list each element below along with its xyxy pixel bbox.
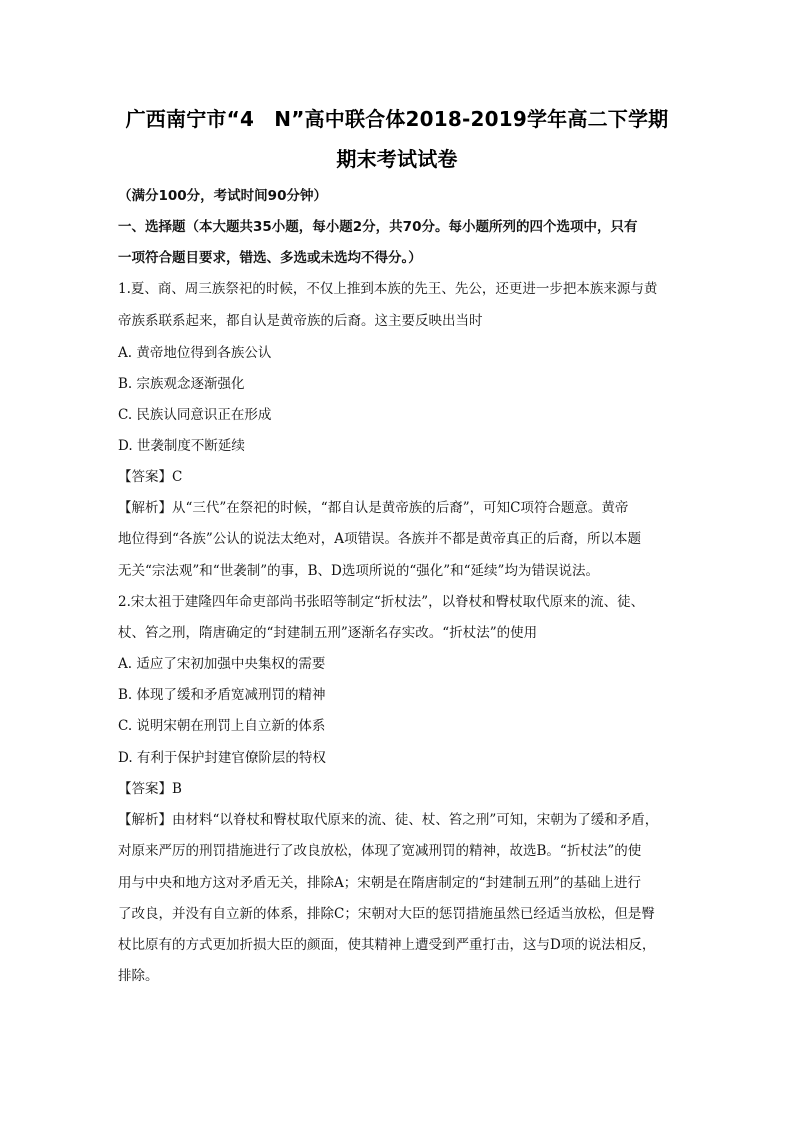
question-2-analysis-line-4: 了改良，并没有自立新的体系，排除C；宋朝对大臣的惩罚措施虽然已经适当放松，但是臀 — [118, 906, 655, 922]
question-1-option-b: B. 宗族观念逐渐强化 — [118, 376, 245, 392]
document-title-line-2: 期末考试试卷 — [336, 147, 458, 171]
document-title-line-1: 广西南宁市“4 N”高中联合体2018-2019学年高二下学期 — [125, 107, 669, 131]
question-2-analysis-line-3: 用与中央和地方这对矛盾无关，排除A；宋朝是在隋唐制定的“封建制五刑”的基础上进行 — [118, 875, 642, 891]
question-2-stem-line-2: 杖、笞之刑，隋唐确定的“封建制五刑”逐渐名存实改。“折杖法”的使用 — [118, 625, 538, 641]
question-2-analysis-line-1: 【解析】由材料“以脊杖和臀杖取代原来的流、徒、杖、笞之刑”可知，宋朝为了缓和矛盾， — [118, 812, 659, 828]
question-1-stem-line-2: 帝族系联系起来，都自认是黄帝族的后裔。这主要反映出当时 — [118, 313, 483, 329]
question-2-option-b: B. 体现了缓和矛盾宽减刑罚的精神 — [118, 687, 326, 703]
question-1-option-a: A. 黄帝地位得到各族公认 — [118, 345, 272, 361]
question-2-option-a: A. 适应了宋初加强中央集权的需要 — [118, 656, 326, 672]
question-2-stem-line-1: 2.宋太祖于建隆四年命吏部尚书张昭等制定“折杖法”，以脊杖和臀杖取代原来的流、徒、 — [118, 594, 645, 610]
question-1-answer: 【答案】C — [118, 469, 183, 485]
question-1-stem-line-1: 1.夏、商、周三族祭祀的时候，不仅上推到本族的先王、先公，还更进一步把本族来源与黄 — [118, 281, 658, 297]
exam-info: （满分100分，考试时间90分钟） — [118, 188, 327, 204]
question-1-option-d: D. 世袭制度不断延续 — [118, 438, 245, 454]
question-1-analysis-line-3: 无关“宗法观”和“世袭制”的事，B、D选项所说的“强化”和“延续”均为错误说法。 — [118, 563, 599, 579]
question-2-analysis-line-6: 排除。 — [118, 968, 159, 984]
section-instructions-line-1: 一、选择题（本大题共35小题，每小题2分，共70分。每小题所列的四个选项中，只有 — [118, 219, 638, 235]
question-1-option-c: C. 民族认同意识正在形成 — [118, 407, 272, 423]
question-2-analysis-line-5: 杖比原有的方式更加折损大臣的颜面，使其精神上遭受到严重打击，这与D项的说法相反， — [118, 937, 656, 953]
question-2-option-c: C. 说明宋朝在刑罚上自立新的体系 — [118, 718, 326, 734]
question-1-analysis-line-2: 地位得到“各族”公认的说法太绝对，A项错误。各族并不都是黄帝真正的后裔，所以本题 — [118, 531, 642, 547]
question-2-answer: 【答案】B — [118, 781, 182, 797]
section-instructions-line-2: 一项符合题目要求，错选、多选或未选均不得分。） — [118, 250, 422, 266]
question-1-analysis-line-1: 【解析】从“三代”在祭祀的时候，“都自认是黄帝族的后裔”，可知C项符合题意。黄帝 — [118, 500, 629, 516]
question-2-option-d: D. 有利于保护封建官僚阶层的特权 — [118, 750, 326, 766]
question-2-analysis-line-2: 对原来严厉的刑罚措施进行了改良放松，体现了宽减刑罚的精神，故选B。“折杖法”的使 — [118, 843, 642, 859]
